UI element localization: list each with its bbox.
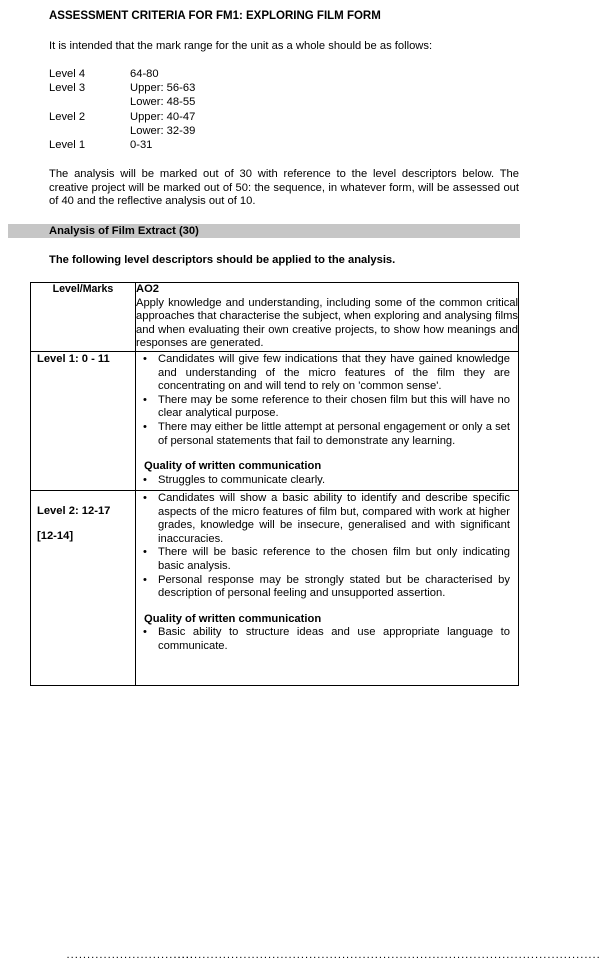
list-item: • Personal response may be strongly stated but be characterised by description of personal feeling and unsupported assertion.	[140, 574, 510, 601]
level-range-upper: Upper: 56-63	[130, 82, 195, 96]
level-name: Level 4	[49, 68, 129, 82]
intro-text: It is intended that the mark range for the unit as a whole should be as follows:	[49, 40, 432, 54]
header-level-marks: Level/Marks	[31, 283, 136, 352]
qwc-heading: Quality of written communication	[140, 460, 514, 474]
level-range-upper: Upper: 40-47	[130, 111, 195, 125]
marking-paragraph: The analysis will be marked out of 30 with reference to the level descriptors below. The creative project will be marked out of 50: the sequence, in whatever form, will be assessed out of 40 and the reflective analysis out of 10.	[49, 168, 519, 209]
qwc-list	[140, 626, 514, 653]
level-range-lower: Lower: 32-39	[130, 125, 195, 139]
level-descriptor-table	[30, 282, 519, 686]
dotted-line: ...............................	[67, 949, 159, 962]
level-name: Level 1	[49, 139, 129, 153]
table-row	[31, 351, 519, 490]
header-ao2-cell	[136, 283, 519, 352]
level-label: Level 1: 0 - 11	[31, 352, 135, 367]
list-item: • Candidates will show a basic ability to identify and describe specific aspects of the micro features of film but, compared with work at higher grades, knowledge will be insecure, generalised and with significant inaccuracies.	[140, 492, 510, 546]
list-item: • Candidates will give few indications that they have gained knowledge and understanding of the micro features of the film they are concentrating on and will tend to rely on 'common sense'.	[140, 353, 510, 394]
list-item: • Basic ability to structure ideas and use appropriate language to communicate.	[140, 626, 510, 653]
level-range-lower: Lower: 48-55	[130, 96, 195, 110]
descriptor-list	[140, 353, 514, 448]
level-sublabel: [12-14]	[31, 530, 135, 544]
table-row	[31, 490, 519, 685]
table-header-row	[31, 283, 519, 352]
qwc-heading: Quality of written communication	[140, 613, 514, 627]
list-item: • There may either be little attempt at personal engagement or only a set of personal statements that fail to demonstrate any learning.	[140, 421, 510, 448]
list-item: • There will be basic reference to the chosen film but only indicating basic analysis.	[140, 546, 510, 573]
list-item: • Struggles to communicate clearly.	[140, 474, 510, 488]
level-range: 64-80	[130, 68, 159, 82]
dotted-line: ........................................................................................................	[174, 949, 546, 962]
level-name: Level 3	[49, 82, 129, 96]
descriptor-note: The following level descriptors should be applied to the analysis.	[49, 254, 395, 268]
ao-label: AO2	[136, 283, 518, 297]
level-name: Level 2	[49, 111, 129, 125]
level-range: 0-31	[130, 139, 152, 153]
list-item: • There may be some reference to their chosen film but this will have no clear analytical purpose.	[140, 394, 510, 421]
ao-description: Apply knowledge and understanding, including some of the common critical approaches that characterise the subject, when exploring and analysing films and when evaluating their own creative projects, to show how meanings and responses are generated.	[136, 297, 518, 351]
section-heading: Analysis of Film Extract (30)	[49, 225, 199, 239]
page-title: ASSESSMENT CRITERIA FOR FM1: EXPLORING FILM FORM	[49, 10, 381, 24]
level-label: Level 2: 12-17	[31, 491, 135, 519]
qwc-list	[140, 474, 514, 488]
descriptor-list	[140, 492, 514, 601]
